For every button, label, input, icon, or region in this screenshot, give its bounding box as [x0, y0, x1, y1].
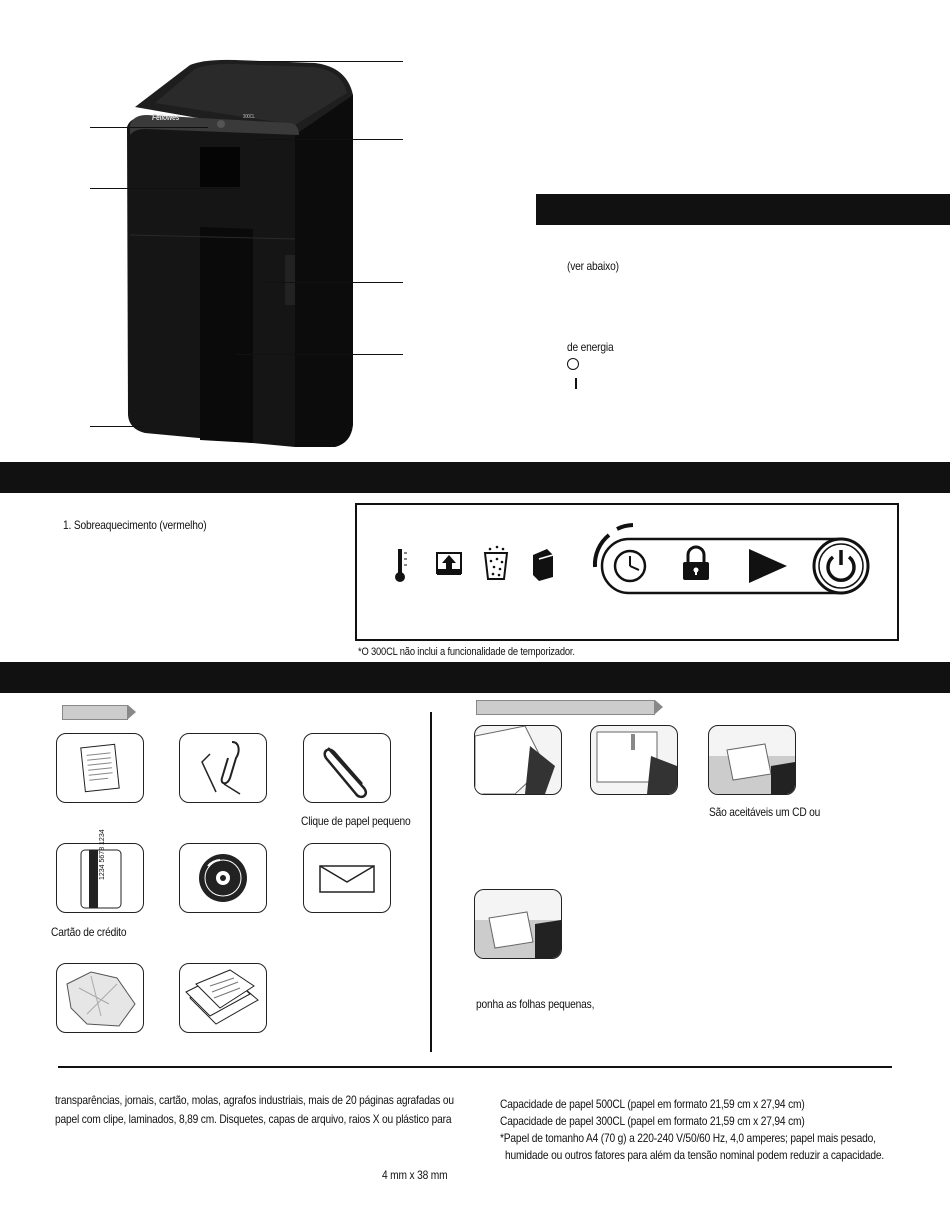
cd-accept-text: São aceitáveis um CD ou [709, 805, 821, 819]
envelope-icon [304, 844, 390, 912]
clock-icon [615, 551, 645, 581]
photo-loading-2 [590, 725, 678, 795]
control-panel-icons [357, 505, 897, 639]
callout-line-slot [90, 188, 237, 189]
paperclip-icon [304, 734, 390, 802]
capacity-note-line1: *Papel de tomanho A4 (70 g) a 220-240 V/50/60 Hz, 4,0 amperes; papel mais pesado, [500, 1131, 876, 1145]
small-sheets-text: ponha as folhas pequenas, [476, 997, 595, 1011]
controls-energy: de energia [567, 340, 614, 354]
capacity-300: Capacidade de papel 300CL (papel em formato 21,59 cm x 27,94 cm) [500, 1114, 805, 1128]
tile-paper-stack [179, 963, 267, 1033]
plastic-bag-icon [57, 964, 143, 1032]
paper-sheet-icon [57, 734, 143, 802]
tile-plastic-bag [56, 963, 144, 1033]
tile-envelope [303, 843, 391, 913]
callout-line-top-left [90, 127, 208, 128]
tile-paper [56, 733, 144, 803]
shreddable-tag [62, 705, 128, 720]
bin-open-icon [533, 549, 553, 581]
callout-line-power [258, 139, 403, 140]
controls-see-below: (ver abaixo) [567, 259, 619, 273]
photo-loading-3 [708, 725, 796, 795]
photo-loading-4 [474, 889, 562, 959]
callout-line-handle [263, 282, 403, 283]
card-number: 1234 5678 1234 [99, 829, 106, 880]
on-symbol-icon [575, 378, 577, 389]
off-symbol-icon [567, 358, 579, 370]
cut-size: 4 mm x 38 mm [382, 1168, 448, 1182]
capacity-500: Capacidade de papel 500CL (papel em formato 21,59 cm x 27,94 cm) [500, 1097, 805, 1111]
timer-note: *O 300CL não inclui a funcionalidade de temporizador. [358, 646, 575, 658]
callout-line-base [90, 426, 145, 427]
tile-paperclip [303, 733, 391, 803]
staple-icon [180, 734, 266, 802]
callout-line-bin [235, 354, 403, 355]
tile-cd [179, 843, 267, 913]
section-divider [430, 712, 432, 1052]
thermometer-icon [395, 549, 407, 582]
specs-rule [58, 1066, 892, 1068]
loading-tag [476, 700, 655, 715]
shredder-brand: Fellowes [152, 113, 180, 122]
credit-card-label: Cartão de crédito [51, 925, 127, 939]
photo-loading-1 [474, 725, 562, 795]
paper-jam-icon [437, 553, 461, 575]
power-icon [814, 539, 868, 593]
paperclip-label: Clique de papel pequeno [301, 814, 411, 828]
bin-full-icon [485, 546, 507, 579]
shredder-model-badge: 300CL [243, 114, 255, 120]
play-icon [749, 549, 787, 583]
shreddable-header-bar [0, 662, 950, 693]
callout-line-lid [255, 61, 403, 62]
cd-icon [180, 844, 266, 912]
tile-staples [179, 733, 267, 803]
non-shreddable-line1: transparências, jornais, cartão, molas, agrafos industriais, mais de 20 páginas agrafadas ou [55, 1093, 454, 1107]
paper-stack-icon [180, 964, 266, 1032]
indicators-header-bar [0, 462, 950, 493]
control-panel-diagram [355, 503, 899, 641]
capacity-note-line2: humidade ou outros fatores para além da tensão nominal podem reduzir a capacidade. [505, 1148, 885, 1162]
lock-icon [683, 547, 709, 580]
overheat-item: 1. Sobreaquecimento (vermelho) [63, 518, 207, 532]
non-shreddable-line2: papel com clipe, laminados, 8,89 cm. Disquetes, capas de arquivo, raios X ou plástico para [55, 1112, 452, 1126]
controls-header-bar [536, 194, 950, 225]
